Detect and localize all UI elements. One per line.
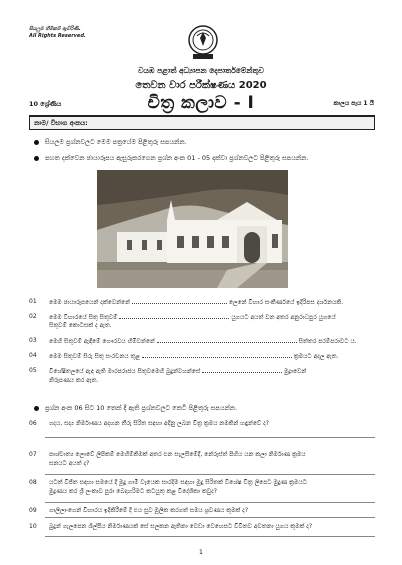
exam-title: තෙවන වාර පරීක්ෂණය 2020 bbox=[135, 80, 267, 91]
question-05: 05 විශේෂිතලයේ ඇඳ ඇති මාරපරාජය සිතුවමෙහි බුදුන්වහන්සේ මුද්‍රාවෙන් bbox=[29, 367, 307, 375]
government-emblem-icon bbox=[187, 24, 219, 62]
question-02: 02 මෙම විහාරයේ සිතු සිතුවම් යුගයට අයත් වන අතර අනුරාධපුර යුගයේ bbox=[29, 313, 336, 321]
instruction-3: ප්‍රශ්න අංක 06 සිට 10 තෙක් දී ඇති ප්‍රශ්නවලට කෙටි පිළිතුරු සපයන්න. bbox=[34, 404, 237, 412]
answer-line-09[interactable] bbox=[45, 517, 375, 518]
rights-line-english: All Rights Reserved. bbox=[29, 33, 86, 39]
department-name: වයඹ පළාත් අධ්‍යාපන දෙපාර්තමේන්තුව bbox=[138, 66, 264, 75]
page-number: 1 bbox=[198, 548, 204, 556]
answer-line-06[interactable] bbox=[45, 437, 375, 438]
time-label: කාලය පැය 1 යි bbox=[333, 100, 374, 107]
question-06: 06 ගදය, සද්‍ය නිර්මාණය අදහන තීරු සිරිත සඳහා අදිනු ලබන චිත්‍ර ක්‍රමය නමකින් හඳුන්වේ ද? bbox=[29, 420, 269, 427]
question-10: 10 බුදුන් ගැලපෙන ශිල්පීය නිර්මාණයක් සේ සලකන ඇතිනා වෙඩා වෙහෙසට විවිතව අවතනා යුගය කුමක් ද? bbox=[29, 523, 313, 530]
question-08-cont: මුද්‍රණය කර ශ්‍රී ලංකාව පුරා බෙදාහරිමට කටයුතු කළ විදේශිකා කවුද? bbox=[49, 488, 217, 495]
name-field[interactable] bbox=[29, 117, 375, 130]
question-02-cont: සිතුවම් කොටසක් ද ඇත. bbox=[49, 322, 112, 329]
bullet-icon bbox=[34, 156, 39, 161]
question-05-cont: නිරූපණය කර ඇත. bbox=[49, 377, 99, 384]
answer-line-07[interactable] bbox=[45, 474, 375, 475]
question-07: 07 පාශ්චාත්‍ය ලොවේ ලිපිකම් මෙහිම්කිමක් අතර එන සැලසීමේදී, නේරුස්ත් පිහිය යන කලා නිර්මාණ ක්‍රමය bbox=[29, 451, 306, 458]
rights-line-sinhala: සියලුම හිමිකම් ඇවිරිණි. bbox=[29, 26, 81, 32]
answer-blank[interactable] bbox=[157, 337, 297, 343]
temple-photo bbox=[97, 170, 288, 288]
grade-label: 10 ශ්‍රේණිය bbox=[29, 100, 62, 108]
question-09: 09 ගාලිලාංගෙන් විහාරය ඉදිකිරීමේ දී එය සුව මූලික කරගත් සමය ශ්‍රවණය කුමක් ද? bbox=[29, 507, 249, 514]
question-03: 03 මෙහි සිතුවම් ඇඳීමේ ගෞරවය හිමිවන්නේ සිත්තර පරම්පරාවට ය. bbox=[29, 337, 357, 345]
answer-line-08[interactable] bbox=[45, 502, 375, 503]
question-08: 08 යටත් විජිත සඳහා සමයේ දී මූදු ගාමී වෑයෙක සාරදිම සඳහා මුදු සිරිතක් වීශේෂ චිත්‍ර ලිපෙට මුදුණ ක්‍රමයට bbox=[29, 479, 307, 486]
bullet-icon bbox=[34, 140, 39, 145]
question-01: 01 මෙම ඡායාරූපයෙන් දක්වෙන්නේ ලෙනේ විහාර සංකීර්ණයේ ඉදිරිපස දර්ශනයකි. bbox=[29, 298, 344, 306]
question-07-cont: සනයට අයත් ද? bbox=[49, 460, 90, 467]
instruction-2: පහත දක්වෙන ඡායාරූපය ඇසුරුකරගෙන ප්‍රශ්න අංක 01 - 05 දක්වා ප්‍රශ්නවලට පිළිතුරු සපයන්න. bbox=[34, 154, 309, 162]
answer-blank[interactable] bbox=[119, 313, 229, 319]
instruction-1: සියලම ප්‍රශ්නවලට මෙම පත්‍රයේම පිළිතුරු සපයන්න. bbox=[34, 138, 187, 146]
name-field-label: නාම/ විභාග අංකය: bbox=[34, 119, 88, 127]
answer-blank[interactable] bbox=[202, 367, 282, 373]
copyright-notice bbox=[29, 26, 86, 40]
answer-blank[interactable] bbox=[132, 298, 227, 304]
answer-line-10[interactable] bbox=[45, 536, 375, 537]
question-04: 04 මෙම සිතුවම් සිරු සිතු සංරචනය තුළ ක්‍රමයට අදල ඇත. bbox=[29, 352, 339, 360]
bullet-icon bbox=[34, 406, 39, 411]
subject-title: චිත්‍ර කලාව - I bbox=[147, 93, 255, 113]
answer-blank[interactable] bbox=[142, 352, 292, 358]
